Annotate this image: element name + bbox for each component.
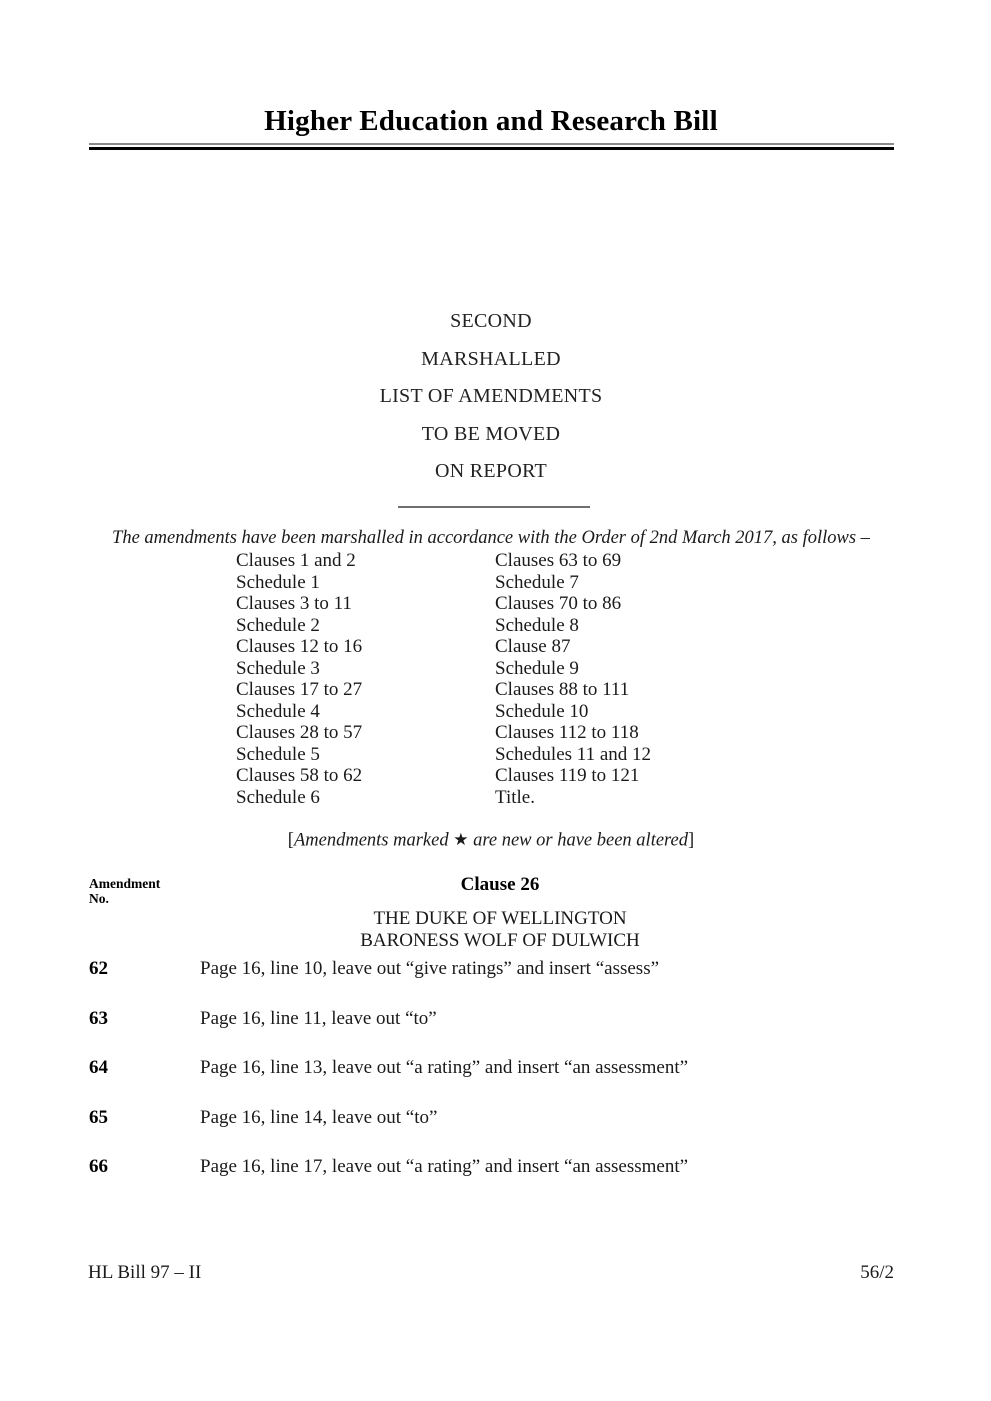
amendment-text: Page 16, line 17, leave out “a rating” and insert “an assessment” bbox=[200, 1156, 689, 1177]
list-item: Schedule 9 bbox=[495, 657, 579, 679]
footer-page-reference: 56/2 bbox=[860, 1262, 894, 1283]
amendment-number: 63 bbox=[89, 1007, 108, 1029]
star-note-text-after: are new or have been altered bbox=[468, 830, 689, 851]
list-item: Clauses 1 and 2 bbox=[236, 550, 356, 571]
title-divider-rule bbox=[89, 143, 894, 150]
amendment-row bbox=[89, 1107, 895, 1157]
amendment-number: 66 bbox=[89, 1156, 108, 1177]
marshalling-note: The amendments have been marshalled in accordance with the Order of 2nd March 2017, as follows – bbox=[112, 528, 870, 548]
list-item: Clauses 70 to 86 bbox=[495, 593, 622, 614]
amendment-no-header-line-2: No. bbox=[89, 891, 109, 906]
caption-line-3: LIST OF AMENDMENTS bbox=[379, 385, 603, 407]
list-item: Schedule 8 bbox=[495, 614, 579, 636]
list-item: Clauses 12 to 16 bbox=[236, 636, 363, 657]
list-item: Schedule 7 bbox=[495, 571, 579, 593]
amendment-no-header-line-1: Amendment bbox=[89, 876, 161, 891]
footer-bill-number: HL Bill 97 – II bbox=[88, 1262, 202, 1283]
sponsor-name: THE DUKE OF WELLINGTON bbox=[373, 908, 627, 929]
list-item: Clauses 63 to 69 bbox=[495, 550, 622, 571]
amendment-text: Page 16, line 14, leave out “to” bbox=[200, 1106, 438, 1128]
sponsor-list bbox=[200, 908, 800, 952]
amendment-text: Page 16, line 11, leave out “to” bbox=[200, 1007, 437, 1029]
amendment-row bbox=[89, 958, 895, 1008]
amendment-number: 62 bbox=[89, 958, 108, 979]
amendment-text: Page 16, line 10, leave out “give ratings” and insert “assess” bbox=[200, 958, 660, 979]
amendment-text: Page 16, line 13, leave out “a rating” and insert “an assessment” bbox=[200, 1057, 689, 1078]
list-item: Schedule 4 bbox=[236, 700, 320, 722]
divider-thick-line bbox=[89, 147, 894, 150]
list-item: Clauses 112 to 118 bbox=[495, 722, 639, 743]
list-item: Schedules 11 and 12 bbox=[495, 743, 652, 765]
caption-line-1: SECOND bbox=[450, 310, 532, 332]
clause-order-right-column bbox=[495, 550, 754, 808]
star-note-close-bracket: ] bbox=[688, 830, 695, 851]
amendment-row bbox=[89, 1008, 895, 1058]
list-item: Clauses 17 to 27 bbox=[236, 679, 363, 700]
list-item: Clauses 88 to 111 bbox=[495, 679, 630, 700]
caption-line-2: MARSHALLED bbox=[421, 347, 561, 370]
list-item: Schedule 1 bbox=[236, 571, 320, 593]
star-icon: ★ bbox=[453, 830, 469, 849]
star-note-open-bracket: [ bbox=[287, 830, 294, 851]
clause-order-left-column bbox=[236, 550, 495, 808]
clause-heading: Clause 26 bbox=[460, 874, 540, 895]
list-item: Clauses 119 to 121 bbox=[495, 765, 640, 786]
caption-line-5: ON REPORT bbox=[434, 460, 548, 482]
list-item: Title. bbox=[495, 786, 535, 808]
star-note-text-before: Amendments marked bbox=[293, 830, 454, 851]
amendment-row bbox=[89, 1057, 895, 1107]
document-caption-block bbox=[88, 303, 894, 491]
list-item: Schedule 6 bbox=[236, 786, 320, 808]
amendment-number: 65 bbox=[89, 1106, 108, 1128]
list-item: Clauses 58 to 62 bbox=[236, 765, 363, 786]
list-item: Schedule 3 bbox=[236, 657, 320, 679]
section-divider-rule bbox=[398, 506, 590, 508]
page-title: Higher Education and Research Bill bbox=[264, 105, 718, 137]
clause-order-list bbox=[236, 550, 756, 808]
amendment-list bbox=[89, 958, 895, 1206]
amendment-number: 64 bbox=[89, 1057, 108, 1078]
list-item: Clause 87 bbox=[495, 636, 571, 657]
list-item: Clauses 28 to 57 bbox=[236, 722, 363, 743]
list-item: Clauses 3 to 11 bbox=[236, 593, 352, 614]
list-item: Schedule 10 bbox=[495, 700, 589, 722]
list-item: Schedule 2 bbox=[236, 614, 320, 636]
amendment-row bbox=[89, 1156, 895, 1206]
caption-line-4: TO BE MOVED bbox=[421, 422, 561, 445]
sponsor-name: BARONESS WOLF OF DULWICH bbox=[360, 930, 640, 951]
star-legend-note bbox=[88, 830, 894, 852]
list-item: Schedule 5 bbox=[236, 743, 320, 765]
amendment-no-column-header bbox=[89, 876, 160, 906]
